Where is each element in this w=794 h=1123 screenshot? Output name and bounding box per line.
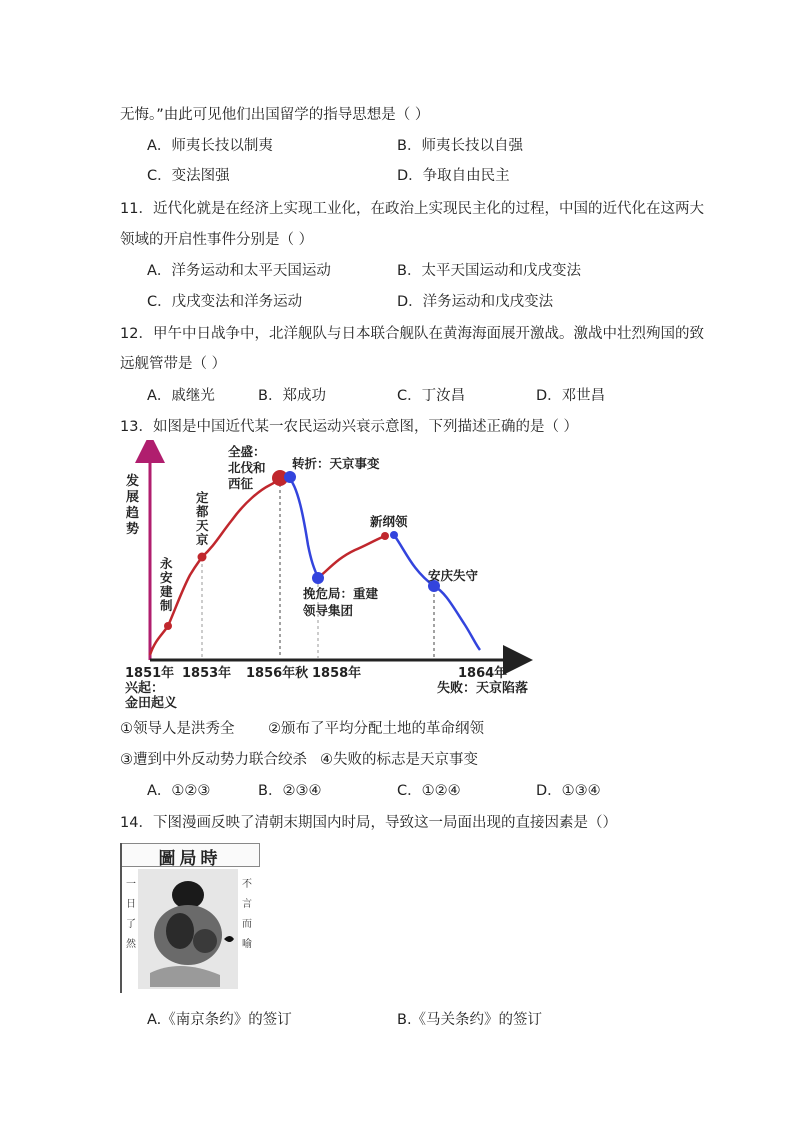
label-peak: 全盛：北伐和西征: [228, 444, 266, 491]
q11-stem-line2: 领域的开启性事件分别是（ ）: [120, 232, 314, 248]
tick-1858: 1858年: [312, 666, 362, 681]
cartoon-figure-head: [172, 881, 204, 909]
q12-option-a[interactable]: A．戚继光: [147, 388, 215, 404]
q11-option-b[interactable]: B．太平天国运动和戊戌变法: [397, 263, 581, 279]
q13-statement-4: ④失败的标志是天京事变: [320, 752, 478, 768]
q11-option-c[interactable]: C．戊戌变法和洋务运动: [147, 294, 303, 310]
q11-stem-line1: 11．近代化就是在经济上实现工业化，在政治上实现民主化的过程，中国的近代化在这两大: [120, 201, 704, 217]
q14-option-b[interactable]: B.《马关条约》的签订: [397, 1012, 543, 1028]
start-label-1: 兴起：: [125, 681, 165, 696]
q13-option-a[interactable]: A．①②③: [147, 783, 211, 799]
y-axis-label: 发展趋势: [126, 474, 140, 537]
q10-option-c[interactable]: C．变法图强: [147, 168, 230, 184]
cartoon-title: 圖局時: [120, 843, 260, 867]
q12-stem-line2: 远舰管带是（ ）: [120, 356, 227, 372]
tick-1864: 1864年: [458, 666, 508, 681]
q13-option-d[interactable]: D．①③④: [536, 783, 601, 799]
taiping-chart: [120, 440, 550, 710]
cartoon-bear: [166, 913, 194, 949]
political-cartoon: [120, 843, 260, 993]
point-new-program: [390, 531, 398, 539]
q13-stem: 13．如图是中国近代某一农民运动兴衰示意图，下列描述正确的是（ ）: [120, 419, 579, 435]
tick-1856: 1856年秋: [246, 666, 309, 681]
fall-curve-1: [288, 477, 318, 578]
tick-1851: 1851年: [125, 666, 175, 681]
chart-svg: [120, 440, 550, 710]
cartoon-animal: [193, 929, 217, 953]
q13-statement-1: ①领导人是洪秀全: [120, 721, 235, 737]
label-yongan: 永安建制: [160, 556, 173, 613]
start-label-2: 金田起义: [125, 696, 178, 710]
q11-option-d[interactable]: D．洋务运动和戊戌变法: [397, 294, 554, 310]
q13-statement-3: ③遭到中外反动势力联合绞杀: [120, 752, 307, 768]
q10-option-d[interactable]: D．争取自由民主: [397, 168, 510, 184]
point-tianjing: [198, 553, 207, 562]
point-yongan: [164, 622, 172, 630]
q10-tail: 无悔。”由此可见他们出国留学的指导思想是（ ）: [120, 107, 430, 123]
cartoon-drawing: [120, 843, 260, 993]
label-tianjing: 定都天京: [196, 490, 209, 547]
q12-option-b[interactable]: B．郑成功: [258, 388, 326, 404]
label-turn: 转折：天京事变: [292, 456, 380, 471]
q11-option-a[interactable]: A．洋务运动和太平天国运动: [147, 263, 331, 279]
cartoon-left-text: 一 日 了 然: [126, 879, 136, 950]
q12-stem-line1: 12．甲午中日战争中，北洋舰队与日本联合舰队在黄海海面展开激战。激战中壮烈殉国的致: [120, 326, 704, 342]
point-new-program-red: [381, 532, 389, 540]
point-tianjing-incident: [284, 471, 296, 483]
end-label: 失败：天京陷落: [437, 681, 529, 696]
q10-option-b[interactable]: B．师夷长技以自强: [397, 138, 523, 154]
label-rebuild: 挽危局：重建领导集团: [303, 586, 379, 618]
q14-option-a[interactable]: A.《南京条约》的签订: [147, 1012, 292, 1028]
q12-option-c[interactable]: C．丁汝昌: [397, 388, 466, 404]
q13-option-b[interactable]: B．②③④: [258, 783, 322, 799]
fall-curve-2: [394, 535, 480, 650]
q12-option-d[interactable]: D．邓世昌: [536, 388, 606, 404]
label-anqing: 安庆失守: [428, 568, 479, 583]
cartoon-right-text: 不 言 而 喻: [242, 879, 252, 950]
mid-rise-curve: [318, 536, 385, 578]
q14-stem: 14．下图漫画反映了清朝末期国内时局，导致这一局面出现的直接因素是（）: [120, 815, 617, 831]
tick-1853: 1853年: [182, 666, 232, 681]
point-rebuild: [312, 572, 324, 584]
label-newprogram: 新纲领: [370, 514, 408, 529]
q10-option-a[interactable]: A．师夷长技以制夷: [147, 138, 273, 154]
q13-option-c[interactable]: C．①②④: [397, 783, 461, 799]
q13-statement-2: ②颁布了平均分配土地的革命纲领: [268, 721, 484, 737]
